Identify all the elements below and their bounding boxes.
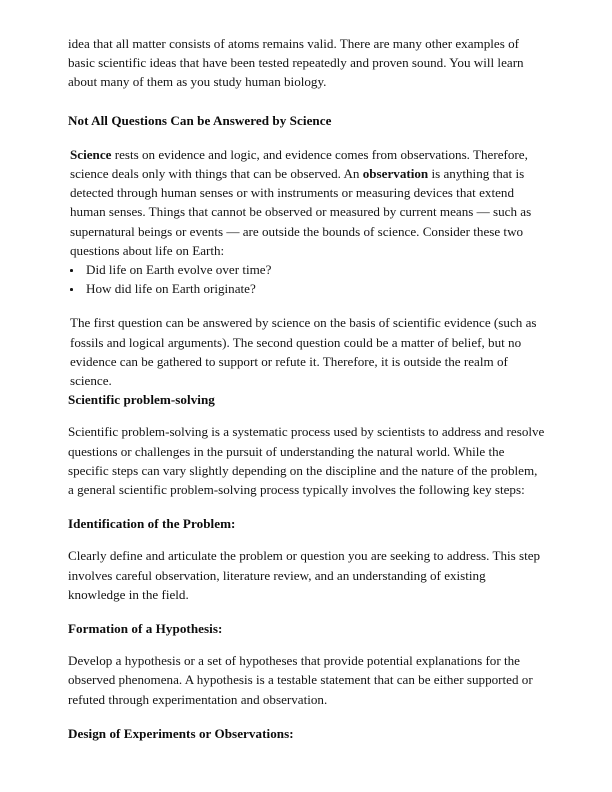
list-item: How did life on Earth originate? [68,279,546,298]
heading-scientific-problem-solving: Scientific problem-solving [68,392,215,408]
paragraph-intro: idea that all matter consists of atoms remains valid. There are many other examples of basic scientific ideas that have been tested repeatedly and proven sound. You will learn about many of them as you study human biology. [68,36,524,90]
heading-design-of-experiments: Design of Experiments or Observations: [68,725,294,741]
heading-not-all-questions: Not All Questions Can be Answered by Science [68,112,332,128]
paragraph-problem-solving-intro: Scientific problem-solving is a systematic process used by scientists to address and resolve questions or challenges in the pursuit of understanding the natural world. While the specific steps can vary slightly depending on the discipline and the nature of the problem, a general scientific problem-solving process typically involves the following key steps: [68,424,545,498]
paragraph-first-question: The first question can be answered by science on the basis of scientific evidence (such as fossils and logical arguments). The second question could be a matter of belief, but no evidence can be gathered to support or refute it. Therefore, it is outside the realm of science. [70,315,537,389]
term-science: Science [70,146,112,162]
heading-formation-of-hypothesis: Formation of a Hypothesis: [68,621,223,637]
paragraph-hypothesis-body: Develop a hypothesis or a set of hypotheses that provide potential explanations for the observed phenomena. A hypothesis is a testable statement that can be either supported or refuted through experimentation and observation. [68,653,533,707]
paragraph-science-definition [68,145,546,260]
list-item: Did life on Earth evolve over time? [68,260,546,279]
term-observation: observation [362,166,429,182]
page-content [68,34,546,743]
paragraph-science-text-2: is anything that is detected through human senses or with instruments or measuring devices that extend human senses. Things that cannot be observed or measured by current means — such as supernatural beings or events — are outside the bounds of science. Consider these two questions about life on Earth: [70,166,532,258]
heading-identification-of-problem: Identification of the Problem: [68,516,236,532]
paragraph-science-text-1: rests on evidence and logic, and evidence comes from observations. Therefore, science deals only with things that can be observed. An [70,146,528,182]
question-list [68,260,546,298]
paragraph-identification-body: Clearly define and articulate the problem or question you are seeking to address. This step involves careful observation, literature review, and an understanding of existing knowledge in the field. [68,548,541,602]
